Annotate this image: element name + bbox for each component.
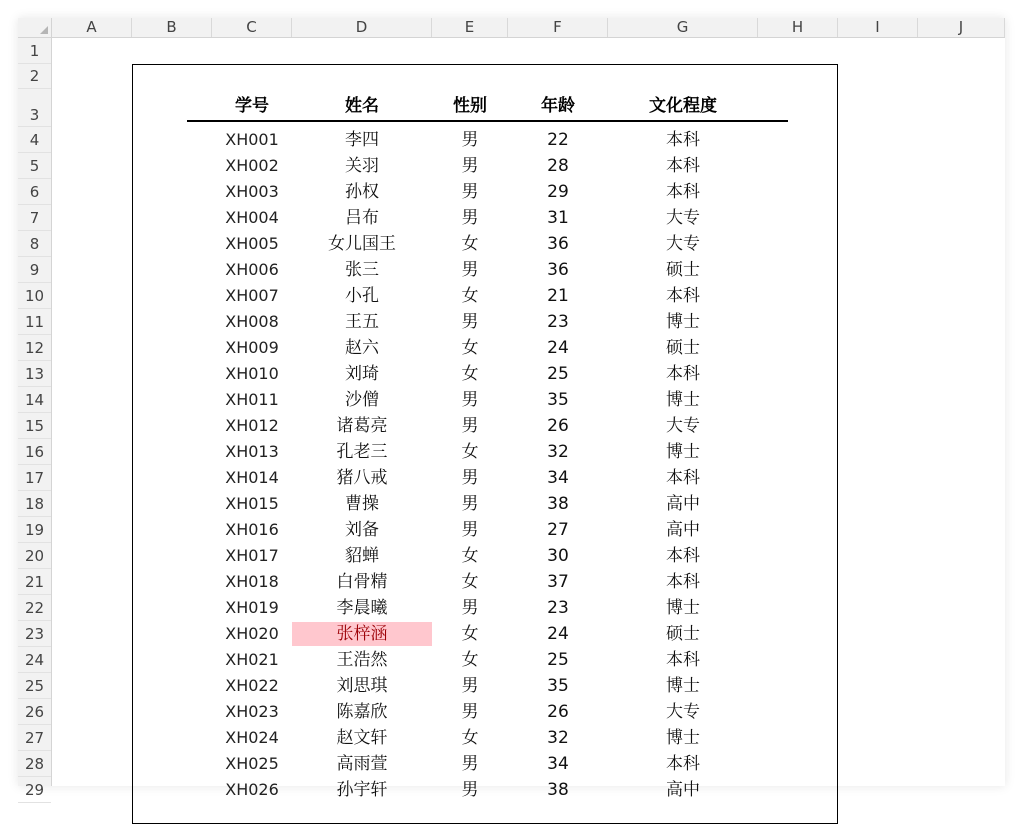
row-header-bar [18,38,52,799]
column-header-g[interactable]: G [608,18,758,37]
cell-age[interactable]: 28 [547,156,569,176]
cell-age[interactable]: 22 [547,130,569,150]
cell-name[interactable]: 貂蝉 [345,546,379,566]
cell-student-id[interactable]: XH016 [225,520,279,539]
row-header-24[interactable]: 24 [18,647,51,673]
cell-education[interactable]: 高中 [666,780,700,800]
cell-name[interactable]: 沙僧 [345,390,379,410]
row-header-12[interactable]: 12 [18,335,51,361]
table-header-name: 姓名 [345,96,379,116]
row-header-8[interactable]: 8 [18,231,51,257]
cell-student-id[interactable]: XH007 [225,286,279,305]
row-header-17[interactable]: 17 [18,465,51,491]
cell-student-id[interactable]: XH011 [225,390,279,409]
cell-name[interactable]: 白骨精 [336,572,388,592]
cell-student-id[interactable]: XH021 [225,650,279,669]
cell-student-id[interactable]: XH015 [225,494,279,513]
cell-name[interactable]: 孔老三 [336,442,388,462]
cell-name[interactable]: 王五 [345,312,379,332]
column-header-i[interactable]: I [838,18,918,37]
spreadsheet [18,18,1005,800]
cell-education[interactable]: 硕士 [666,338,700,358]
row-header-2[interactable]: 2 [18,64,51,89]
cell-age[interactable]: 26 [547,702,569,722]
cell-education[interactable]: 硕士 [666,260,700,280]
cell-gender[interactable]: 男 [461,520,479,540]
cell-education[interactable]: 本科 [666,546,700,566]
column-header-h[interactable]: H [758,18,838,37]
cell-age[interactable]: 29 [547,182,569,202]
cell-age[interactable]: 35 [547,390,569,410]
cell-age[interactable]: 25 [547,364,569,384]
cell-student-id[interactable]: XH024 [225,728,279,747]
cell-student-id[interactable]: XH025 [225,754,279,773]
cell-age[interactable]: 34 [547,754,569,774]
cell-education[interactable]: 大专 [666,416,700,436]
cell-student-id[interactable]: XH014 [225,468,279,487]
cell-gender[interactable]: 女 [461,572,479,592]
cell-student-id[interactable]: XH005 [225,234,279,253]
cell-gender[interactable]: 男 [461,780,479,800]
cell-education[interactable]: 本科 [666,182,700,202]
cell-name[interactable]: 刘备 [345,520,379,540]
column-header-b[interactable]: B [132,18,212,37]
cell-gender[interactable]: 女 [461,286,479,306]
cell-name[interactable]: 关羽 [345,156,379,176]
cell-education[interactable]: 大专 [666,208,700,228]
cell-name[interactable]: 赵六 [345,338,379,358]
column-header-e[interactable]: E [432,18,508,37]
cell-name[interactable]: 女儿国王 [328,234,396,254]
cell-student-id[interactable]: XH001 [225,130,279,149]
cell-name[interactable]: 刘思琪 [336,676,388,696]
cell-student-id[interactable]: XH013 [225,442,279,461]
cell-student-id[interactable]: XH023 [225,702,279,721]
column-header-j[interactable]: J [918,18,1005,37]
table-header-gender: 性别 [453,96,487,116]
cell-education[interactable]: 大专 [666,234,700,254]
table-header-education: 文化程度 [649,96,717,116]
cell-education[interactable]: 博士 [666,442,700,462]
cell-student-id[interactable]: XH018 [225,572,279,591]
cell-age[interactable]: 32 [547,442,569,462]
row-header-23[interactable]: 23 [18,621,51,647]
cell-age[interactable]: 23 [547,598,569,618]
column-header-f[interactable]: F [508,18,608,37]
cell-age[interactable]: 31 [547,208,569,228]
cell-student-id[interactable]: XH003 [225,182,279,201]
cell-gender[interactable]: 男 [461,182,479,202]
row-header-9[interactable]: 9 [18,257,51,283]
cell-student-id[interactable]: XH017 [225,546,279,565]
cell-age[interactable]: 27 [547,520,569,540]
cell-gender[interactable]: 男 [461,130,479,150]
cell-name[interactable]: 猪八戒 [336,468,388,488]
row-header-29[interactable]: 29 [18,777,51,803]
row-header-20[interactable]: 20 [18,543,51,569]
table-header-age: 年龄 [541,96,575,116]
cell-student-id[interactable]: XH008 [225,312,279,331]
cell-student-id[interactable]: XH020 [225,624,279,643]
cell-age[interactable]: 38 [547,780,569,800]
cell-age[interactable]: 38 [547,494,569,514]
cell-gender[interactable]: 男 [461,702,479,722]
cell-gender[interactable]: 男 [461,416,479,436]
cell-student-id[interactable]: XH026 [225,780,279,799]
cell-education[interactable]: 本科 [666,156,700,176]
cell-gender[interactable]: 男 [461,390,479,410]
cell-education[interactable]: 高中 [666,494,700,514]
cell-age[interactable]: 37 [547,572,569,592]
cell-education[interactable]: 本科 [666,754,700,774]
cell-gender[interactable]: 男 [461,676,479,696]
row-header-11[interactable]: 11 [18,309,51,335]
row-header-16[interactable]: 16 [18,439,51,465]
table-header-rule [187,120,788,122]
cell-age[interactable]: 26 [547,416,569,436]
row-header-3[interactable]: 3 [18,89,51,127]
cell-name[interactable]: 王浩然 [336,650,388,670]
cell-gender[interactable]: 女 [461,650,479,670]
cell-age[interactable]: 24 [547,338,569,358]
cell-name[interactable]: 张三 [345,260,379,280]
column-header-c[interactable]: C [212,18,292,37]
cell-name[interactable]: 高雨萱 [336,754,388,774]
cell-gender[interactable]: 男 [461,312,479,332]
row-header-26[interactable]: 26 [18,699,51,725]
row-header-18[interactable]: 18 [18,491,51,517]
cell-gender[interactable]: 女 [461,442,479,462]
cell-gender[interactable]: 男 [461,494,479,514]
cell-student-id[interactable]: XH009 [225,338,279,357]
cell-age[interactable]: 36 [547,260,569,280]
cell-student-id[interactable]: XH010 [225,364,279,383]
cell-age[interactable]: 35 [547,676,569,696]
cell-name[interactable]: 刘琦 [345,364,379,384]
row-header-4[interactable]: 4 [18,127,51,153]
column-header-a[interactable]: A [52,18,132,37]
cell-education[interactable]: 本科 [666,130,700,150]
cell-age[interactable]: 24 [547,624,569,644]
column-header-bar [52,18,1005,38]
cell-gender[interactable]: 女 [461,234,479,254]
cell-student-id[interactable]: XH019 [225,598,279,617]
cell-name[interactable]: 小孔 [345,286,379,306]
row-header-14[interactable]: 14 [18,387,51,413]
cell-age[interactable]: 32 [547,728,569,748]
cell-student-id[interactable]: XH012 [225,416,279,435]
cell-age[interactable]: 36 [547,234,569,254]
table-header-student-id: 学号 [235,96,269,116]
cell-student-id[interactable]: XH002 [225,156,279,175]
row-header-15[interactable]: 15 [18,413,51,439]
cell-student-id[interactable]: XH004 [225,208,279,227]
select-all-corner[interactable] [18,18,52,38]
cell-education[interactable]: 博士 [666,598,700,618]
cell-gender[interactable]: 男 [461,208,479,228]
cell-gender[interactable]: 男 [461,468,479,488]
row-header-28[interactable]: 28 [18,751,51,777]
cell-name[interactable]: 吕布 [345,208,379,228]
cell-gender[interactable]: 女 [461,546,479,566]
cell-name[interactable]: 孙权 [345,182,379,202]
row-header-22[interactable]: 22 [18,595,51,621]
cell-student-id[interactable]: XH006 [225,260,279,279]
cell-gender[interactable]: 男 [461,598,479,618]
cell-education[interactable]: 本科 [666,650,700,670]
row-header-27[interactable]: 27 [18,725,51,751]
cell-age[interactable]: 34 [547,468,569,488]
cell-gender[interactable]: 男 [461,754,479,774]
cell-gender[interactable]: 女 [461,624,479,644]
cell-education[interactable]: 博士 [666,728,700,748]
cell-name[interactable]: 赵文轩 [336,728,388,748]
cell-age[interactable]: 25 [547,650,569,670]
cell-name[interactable]: 诸葛亮 [336,416,388,436]
cell-name[interactable]: 李晨曦 [336,598,388,618]
cell-gender[interactable]: 女 [461,728,479,748]
cell-age[interactable]: 23 [547,312,569,332]
row-header-13[interactable]: 13 [18,361,51,387]
cell-gender[interactable]: 男 [461,260,479,280]
cell-education[interactable]: 本科 [666,286,700,306]
cell-gender[interactable]: 男 [461,156,479,176]
row-header-19[interactable]: 19 [18,517,51,543]
row-header-21[interactable]: 21 [18,569,51,595]
cell-age[interactable]: 21 [547,286,569,306]
cell-education[interactable]: 本科 [666,572,700,592]
cell-gender[interactable]: 女 [461,364,479,384]
cell-education[interactable]: 硕士 [666,624,700,644]
cell-education[interactable]: 高中 [666,520,700,540]
cell-name[interactable]: 陈嘉欣 [336,702,388,722]
row-header-6[interactable]: 6 [18,179,51,205]
cell-name[interactable]: 孙宇轩 [336,780,388,800]
column-header-d[interactable]: D [292,18,432,37]
cell-name[interactable]: 张梓涵 [292,622,432,646]
row-header-7[interactable]: 7 [18,205,51,231]
row-header-10[interactable]: 10 [18,283,51,309]
row-header-25[interactable]: 25 [18,673,51,699]
cell-education[interactable]: 博士 [666,312,700,332]
cell-student-id[interactable]: XH022 [225,676,279,695]
cell-name[interactable]: 李四 [345,130,379,150]
cell-name[interactable]: 曹操 [345,494,379,514]
cell-education[interactable]: 本科 [666,364,700,384]
cell-education[interactable]: 博士 [666,676,700,696]
cell-age[interactable]: 30 [547,546,569,566]
row-header-1[interactable]: 1 [18,38,51,64]
cell-education[interactable]: 大专 [666,702,700,722]
row-header-5[interactable]: 5 [18,153,51,179]
cell-gender[interactable]: 女 [461,338,479,358]
cell-education[interactable]: 博士 [666,390,700,410]
cell-education[interactable]: 本科 [666,468,700,488]
